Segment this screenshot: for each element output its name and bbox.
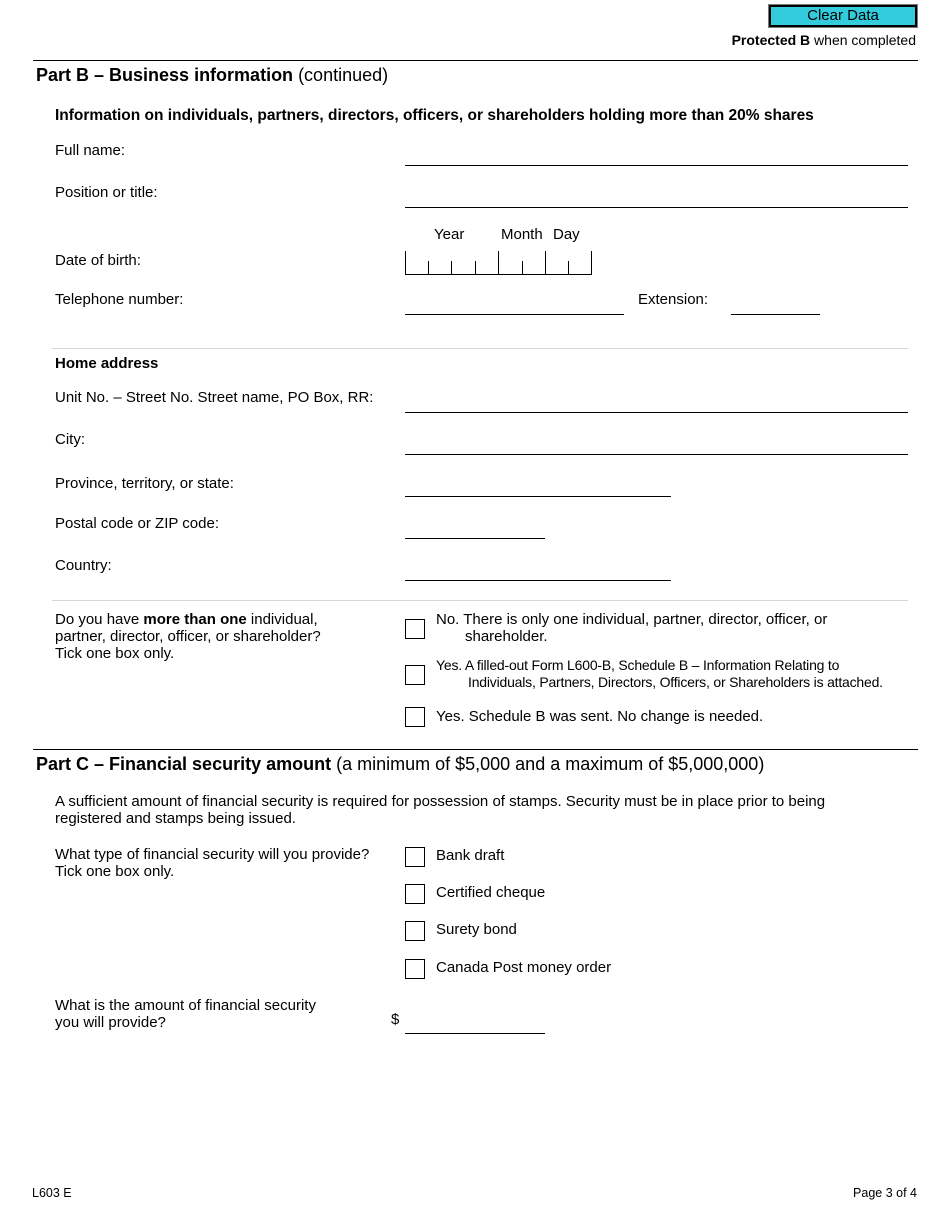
surety-bond-checkbox[interactable] — [405, 921, 425, 941]
bank-draft-label: Bank draft — [436, 847, 505, 864]
option-text: Individuals, Partners, Directors, Officers, or Shareholders is attached. — [468, 674, 883, 690]
dob-tick — [475, 261, 476, 275]
dollar-sign: $ — [391, 1011, 400, 1028]
position-field[interactable] — [405, 207, 908, 208]
question-text: individual, — [246, 611, 318, 628]
form-id: L603 E — [32, 1186, 72, 1200]
certified-cheque-label: Certified cheque — [436, 884, 546, 901]
schedule-sent-checkbox[interactable] — [405, 707, 425, 727]
schedule-sent-option-label: Yes. Schedule B was sent. No change is needed. — [436, 708, 764, 725]
part-b-title — [36, 65, 388, 86]
dob-tick — [405, 251, 406, 275]
dob-comb-field[interactable] — [405, 251, 592, 275]
full-name-field[interactable] — [405, 165, 908, 166]
position-label: Position or title: — [55, 184, 158, 201]
city-label: City: — [55, 431, 85, 448]
option-text: No. There is only one individual, partner, director, officer, or — [436, 611, 828, 628]
dob-tick — [451, 261, 452, 275]
province-label: Province, territory, or state: — [55, 475, 234, 492]
telephone-field[interactable] — [405, 314, 624, 315]
telephone-label: Telephone number: — [55, 291, 184, 308]
dob-month-label: Month — [501, 226, 543, 243]
question-text: you will provide? — [55, 1014, 166, 1031]
postal-code-field[interactable] — [405, 538, 545, 539]
question-text: partner, director, officer, or shareholder? — [55, 628, 321, 645]
question-instruction: Tick one box only. — [55, 645, 175, 662]
question-text: What is the amount of financial security — [55, 997, 316, 1014]
province-field[interactable] — [405, 496, 671, 497]
security-type-question — [55, 846, 369, 880]
dob-tick — [591, 251, 592, 275]
postal-code-label: Postal code or ZIP code: — [55, 515, 219, 532]
part-c-title-rest: (a minimum of $5,000 and a maximum of $5,000,000) — [331, 754, 765, 774]
dob-label: Date of birth: — [55, 252, 141, 269]
more-than-one-question — [55, 611, 321, 662]
street-label: Unit No. – Street No. Street name, PO Box, RR: — [55, 389, 374, 406]
section-separator — [52, 348, 908, 349]
extension-label: Extension: — [638, 291, 709, 308]
section-separator — [52, 600, 908, 601]
dob-tick — [498, 251, 499, 275]
dob-tick — [522, 261, 523, 275]
protected-suffix: when completed — [810, 32, 916, 48]
protected-notice — [732, 32, 916, 48]
only-one-option-label — [436, 611, 827, 645]
part-c-rule — [33, 749, 918, 750]
schedule-attached-checkbox[interactable] — [405, 665, 425, 685]
question-text: Do you have — [55, 611, 144, 628]
individuals-subtitle: Information on individuals, partners, directors, officers, or shareholders holding more than 20% shares — [55, 107, 814, 124]
full-name-label: Full name: — [55, 142, 126, 159]
surety-bond-label: Surety bond — [436, 921, 517, 938]
security-amount-question — [55, 997, 316, 1031]
dob-tick — [545, 251, 546, 275]
only-one-checkbox[interactable] — [405, 619, 425, 639]
city-field[interactable] — [405, 454, 908, 455]
paragraph-line: registered and stamps being issued. — [55, 810, 296, 827]
bank-draft-checkbox[interactable] — [405, 847, 425, 867]
top-rule — [33, 60, 918, 61]
dob-year-label: Year — [434, 226, 465, 243]
home-address-heading: Home address — [55, 355, 159, 372]
money-order-label: Canada Post money order — [436, 959, 612, 976]
page-number: Page 3 of 4 — [853, 1186, 917, 1200]
dob-tick — [428, 261, 429, 275]
dob-day-label: Day — [553, 226, 580, 243]
country-label: Country: — [55, 557, 112, 574]
schedule-attached-option-label — [436, 657, 883, 691]
dob-tick — [568, 261, 569, 275]
option-text: shareholder. — [465, 628, 548, 645]
paragraph-line: A sufficient amount of financial security is required for possession of stamps. Security must be in place prior to being — [55, 793, 826, 810]
part-b-title-bold: Part B – Business information — [36, 65, 294, 85]
security-amount-field[interactable] — [405, 1033, 545, 1034]
option-text: Yes. A filled-out Form L600-B, Schedule B – Information Relating to — [436, 657, 840, 673]
country-field[interactable] — [405, 580, 671, 581]
extension-field[interactable] — [731, 314, 820, 315]
question-text: What type of financial security will you provide? — [55, 846, 370, 863]
question-emphasis: more than one — [143, 611, 247, 628]
certified-cheque-checkbox[interactable] — [405, 884, 425, 904]
security-paragraph — [55, 793, 825, 827]
protected-label: Protected B — [731, 32, 811, 48]
part-c-title-bold: Part C – Financial security amount — [36, 754, 332, 774]
question-instruction: Tick one box only. — [55, 863, 175, 880]
part-c-title — [36, 754, 764, 775]
part-b-title-rest: (continued) — [293, 65, 389, 85]
money-order-checkbox[interactable] — [405, 959, 425, 979]
clear-data-button[interactable]: Clear Data — [769, 5, 917, 27]
street-field[interactable] — [405, 412, 908, 413]
